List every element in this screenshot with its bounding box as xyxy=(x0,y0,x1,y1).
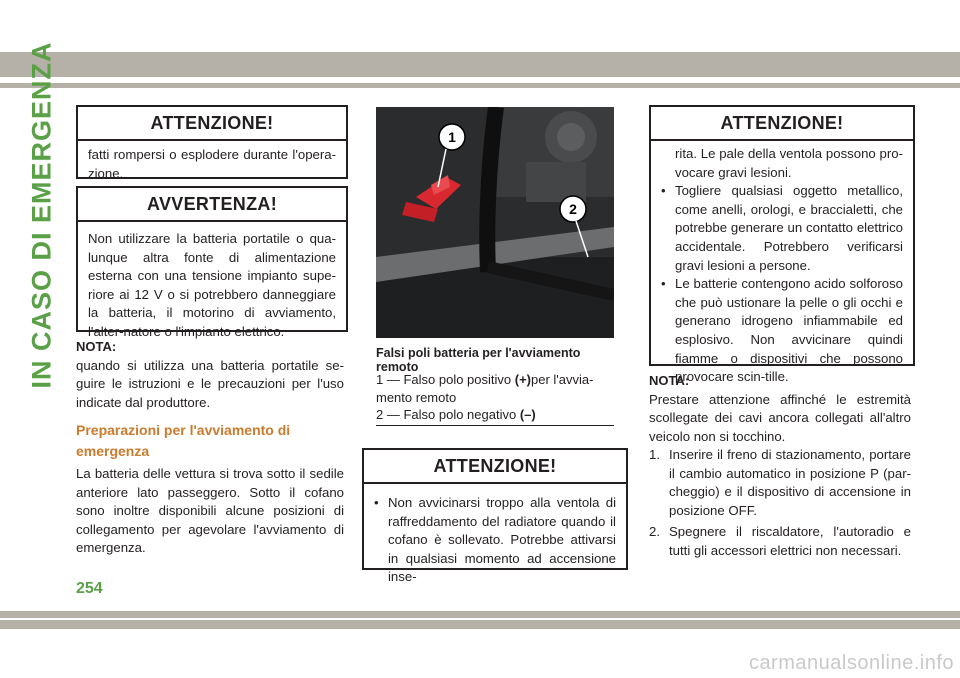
footer-band-1 xyxy=(0,611,960,618)
warning-box-avvertenza xyxy=(76,186,348,339)
header-rule xyxy=(0,83,960,88)
legend-item-2: 2 — Falso polo negativo (–) xyxy=(376,407,536,422)
warning-box-attenzione-2 xyxy=(362,448,628,585)
battery-terminals-photo xyxy=(376,107,614,338)
figure-caption: Falsi poli batteria per l'avviamento remoto xyxy=(376,346,581,374)
warning-text: fatti rompersi o esplodere durante l'opera-zione. xyxy=(88,147,336,181)
note-text: Prestare attenzione affinché le estremità scollegate dei cavi ancora collegati all'altro veicolo non si tocchino. xyxy=(649,391,911,444)
step-item: 1. Inserire il freno di stazionamento, portare il cambio automatico in posizione P (par-cheggio) e il dispositivo di accensione in posizione OFF. xyxy=(649,447,911,518)
side-chapter-title-text: IN CASO DI EMERGENZA xyxy=(26,41,57,389)
watermark: carmanualsonline.info xyxy=(748,652,954,674)
figure-legend xyxy=(376,371,614,424)
warning-title: ATTENZIONE! xyxy=(78,107,346,141)
header-band xyxy=(0,52,960,77)
warning-bullets xyxy=(374,494,616,587)
step-item: 2. Spegnere il riscaldatore, l'autoradio e tutti gli accessori elettrici non necessari. xyxy=(649,524,911,558)
note-block-2 xyxy=(649,372,911,446)
footer-band-2 xyxy=(0,620,960,629)
section-heading: Preparazioni per l'avviamento di emergenza xyxy=(76,422,291,459)
side-chapter-title xyxy=(24,41,60,389)
callout-1: 1 xyxy=(448,129,456,145)
legend-rule xyxy=(376,425,614,426)
page-number: 254 xyxy=(76,580,103,597)
warning-text: Non utilizzare la batteria portatile o qua-lunque altra fonte di alimentazione esterna con una tensione impianto supe-riore ai 12 V o si potrebbero danneggiare la batteria, il motorino di avviamento, l'alter-natore o l'impianto elettrico. xyxy=(88,231,336,339)
note-block xyxy=(76,338,344,412)
note-label: NOTA: xyxy=(76,339,117,354)
note-text: quando si utilizza una batteria portatile se-guire le istruzioni e le precauzioni per l'uso indicate dal produttore. xyxy=(76,357,344,410)
warning-bullet: • Togliere qualsiasi oggetto metallico, come anelli, orologi, e braccialetti, che potrebbe generare un contatto elettrico accidentale. Potrebbero verificarsi gravi lesioni a persone. xyxy=(661,183,903,273)
steps-list xyxy=(649,446,911,561)
engine-bay-illustration xyxy=(376,107,614,338)
warning-continuation: rita. Le pale della ventola possono pro-vocare gravi lesioni. xyxy=(675,146,903,180)
warning-bullet: • Le batterie contengono acido solforoso che può ustionare la pelle o gli occhi e generano idrogeno infiammabile ed esplosivo. Non avvicinare quindi fiamme o dispositivi che possono provocare scin-tille. xyxy=(661,276,903,385)
warning-title: ATTENZIONE! xyxy=(364,450,626,484)
warning-bullets xyxy=(661,182,903,387)
callout-2: 2 xyxy=(569,201,577,217)
section-paragraph: La batteria delle vettura si trova sotto il sedile anteriore lato passeggero. Sotto il cofano sono inoltre disponibili alcune posizioni di collegamento per agevolare l'avviamento di emergenza. xyxy=(76,466,344,556)
legend-item-1: 1 — Falso polo positivo (+)per l'avvia-mento remoto xyxy=(376,372,594,405)
warning-bullet: • Non avvicinarsi troppo alla ventola di raffreddamento del radiatore quando il cofano è sollevato. Potrebbe attivarsi in qualsiasi momento ad accensione inse- xyxy=(374,495,616,585)
warning-title: AVVERTENZA! xyxy=(78,188,346,222)
note-label: NOTA: xyxy=(649,373,690,388)
warning-box-attenzione-1 xyxy=(76,105,348,179)
steps-block xyxy=(649,446,911,564)
warning-title: ATTENZIONE! xyxy=(651,107,913,141)
